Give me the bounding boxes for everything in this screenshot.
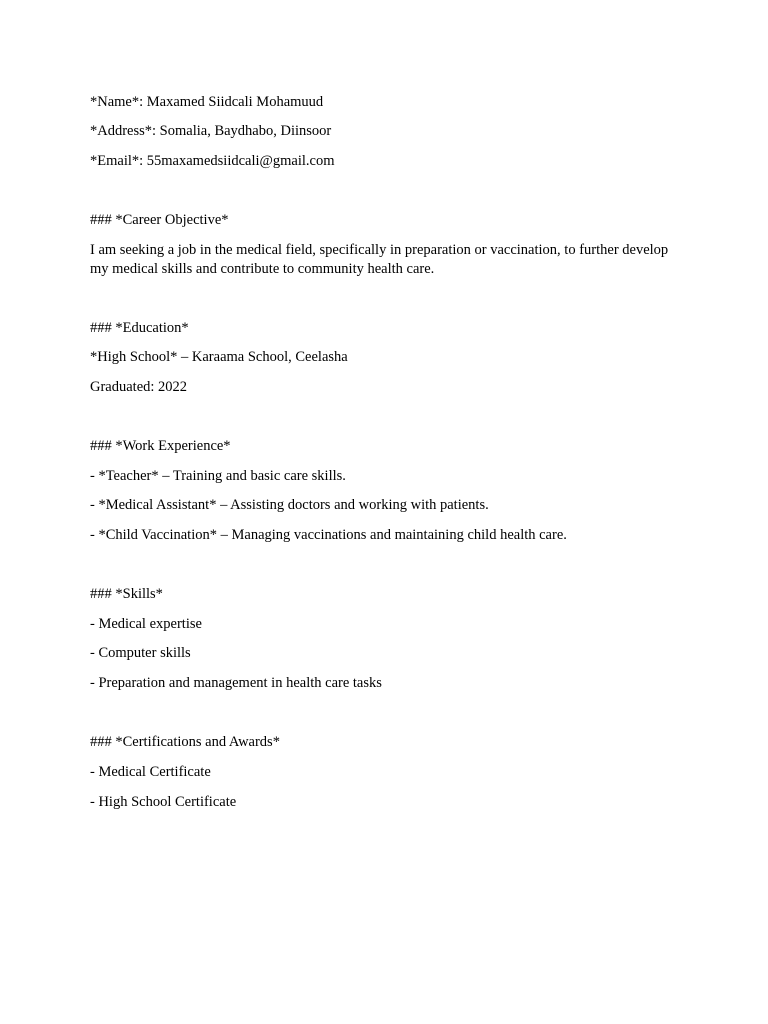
skills-heading: ### *Skills* — [90, 586, 163, 602]
address-line: *Address*: Somalia, Baydhabo, Diinsoor — [90, 123, 332, 139]
skill-item-preparation: - Preparation and management in health care tasks — [90, 675, 382, 691]
education-school: *High School* – Karaama School, Ceelasha — [90, 349, 348, 365]
skill-item-medical-expertise: - Medical expertise — [90, 616, 202, 632]
work-item-teacher: - *Teacher* – Training and basic care skills. — [90, 468, 346, 484]
work-experience-heading: ### *Work Experience* — [90, 438, 231, 454]
email-line: *Email*: 55maxamedsiidcali@gmail.com — [90, 153, 335, 169]
education-heading: ### *Education* — [90, 320, 189, 336]
career-objective-heading: ### *Career Objective* — [90, 212, 229, 228]
certification-item-high-school: - High School Certificate — [90, 794, 237, 810]
skill-item-computer-skills: - Computer skills — [90, 645, 191, 661]
education-graduated: Graduated: 2022 — [90, 379, 188, 395]
certification-item-medical: - Medical Certificate — [90, 764, 211, 780]
work-item-medical-assistant: - *Medical Assistant* – Assisting doctors and working with patients. — [90, 497, 489, 513]
certifications-heading: ### *Certifications and Awards* — [90, 734, 280, 750]
work-item-child-vaccination: - *Child Vaccination* – Managing vaccinations and maintaining child health care. — [90, 527, 567, 543]
career-objective-text: I am seeking a job in the medical field, specifically in preparation or vaccination, to further develop my medical skills and contribute to community health care. — [90, 242, 669, 277]
name-line: *Name*: Maxamed Siidcali Mohamuud — [90, 94, 324, 110]
